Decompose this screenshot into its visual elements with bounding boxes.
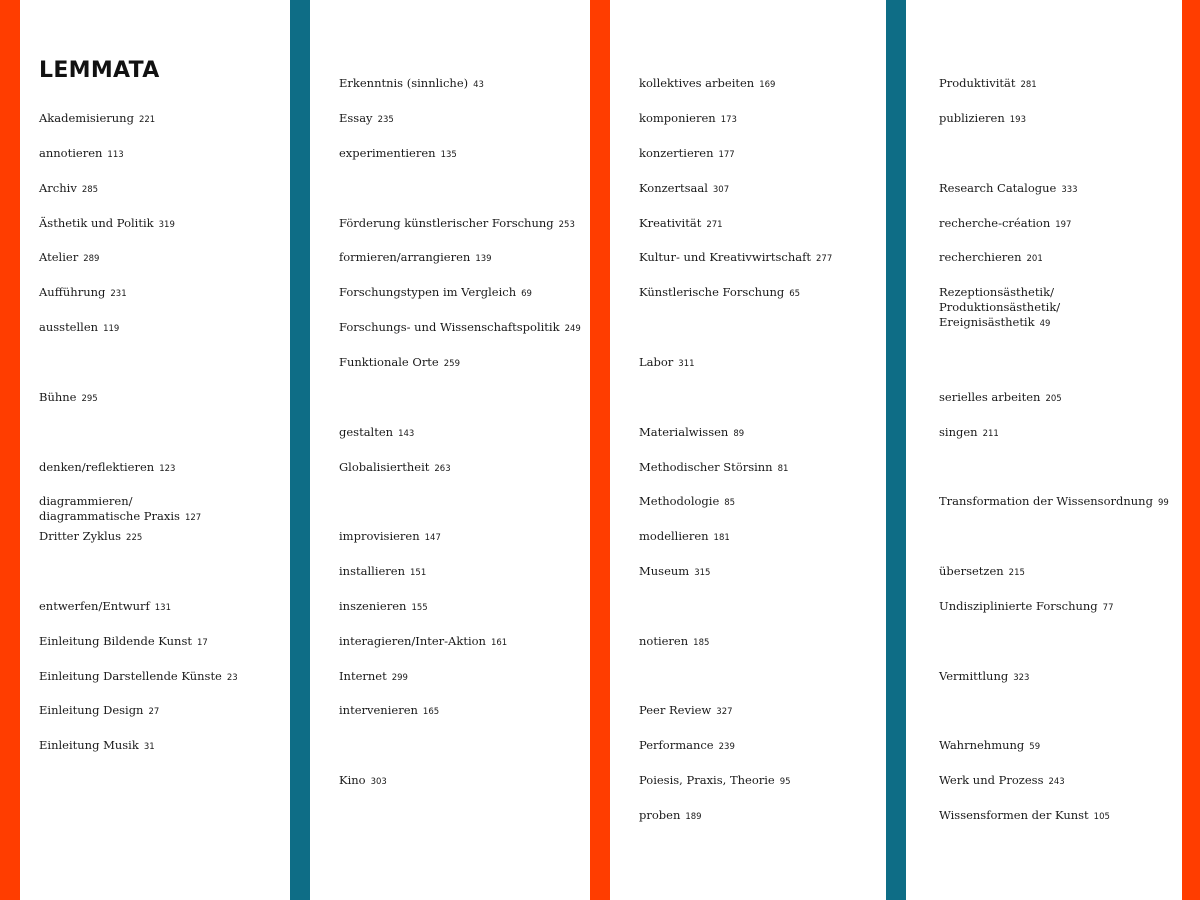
index-entry [939, 181, 1078, 198]
index-entry [939, 250, 1043, 267]
entry-term: Einleitung Bildende Kunst [39, 633, 192, 648]
entry-term: Bühne [39, 389, 77, 404]
entry-page-number: 17 [196, 637, 208, 648]
index-entry [339, 773, 387, 790]
entry-term: Dritter Zyklus [39, 529, 122, 544]
entry-page-number: 319 [158, 219, 175, 230]
entry-page-number: 155 [411, 602, 428, 613]
entry-term: Transformation der Wissensordnung [939, 494, 1153, 509]
index-entry [639, 460, 788, 477]
entry-term: Essay [339, 111, 373, 125]
index-entry [339, 529, 441, 546]
entry-term: konzertieren [639, 145, 714, 160]
entry-page-number: 211 [982, 428, 999, 439]
index-entry [639, 355, 695, 372]
entry-page-number: 185 [693, 637, 710, 648]
index-entry [339, 564, 426, 581]
index-entry [339, 425, 414, 442]
orange-stripe-middle [590, 0, 610, 900]
index-entry [939, 111, 1026, 128]
entry-term: publizieren [939, 111, 1005, 125]
entry-term: Kreativität [639, 215, 702, 230]
entry-page-number: 43 [473, 80, 484, 91]
entry-term: Einleitung Musik [39, 738, 139, 753]
entry-page-number: 333 [1061, 184, 1078, 195]
entry-page-number: 323 [1013, 672, 1030, 683]
index-entry [639, 111, 737, 128]
entry-page-number: 193 [1009, 115, 1026, 125]
entry-page-number: 135 [440, 149, 457, 160]
entry-page-number: 173 [720, 115, 737, 125]
index-entry [939, 494, 1169, 511]
entry-page-number: 303 [370, 777, 387, 788]
index-entry [639, 564, 710, 581]
entry-page-number: 27 [148, 707, 160, 718]
index-entry [639, 634, 709, 651]
entry-page-number: 127 [184, 513, 202, 524]
entry-page-number: 165 [422, 707, 440, 718]
entry-term: interagieren/Inter-Aktion [339, 633, 486, 648]
index-entry [939, 564, 1025, 581]
entry-page-number: 295 [81, 393, 98, 404]
index-entry [639, 529, 730, 546]
index-entry [639, 216, 723, 233]
entry-term: installieren [339, 564, 406, 579]
entry-term: experimentieren [339, 145, 436, 160]
index-entry [39, 669, 238, 686]
entry-page-number: 59 [1029, 742, 1041, 753]
entry-term: Globalisiertheit [339, 459, 430, 474]
entry-term: Konzertsaal [639, 180, 708, 195]
entry-page-number: 239 [718, 742, 735, 753]
entry-term: denken/reflektieren [39, 459, 155, 474]
index-entry [339, 634, 507, 651]
entry-term: inszenieren [339, 598, 407, 613]
entry-page-number: 49 [1039, 319, 1051, 330]
entry-term: entwerfen/Entwurf [39, 598, 150, 613]
index-entry [339, 111, 394, 128]
teal-stripe-2 [886, 0, 906, 900]
entry-page-number: 259 [443, 358, 460, 369]
entry-term: gestalten [339, 424, 394, 439]
index-entry [939, 285, 1060, 332]
entry-page-number: 139 [475, 254, 492, 265]
entry-page-number: 169 [759, 80, 776, 91]
entry-term: Funktionale Orte [339, 354, 439, 369]
index-entry [339, 216, 575, 233]
index-entry [39, 529, 142, 546]
index-entry [39, 250, 99, 267]
entry-page-number: 89 [733, 428, 745, 439]
entry-page-number: 243 [1048, 777, 1065, 788]
entry-page-number: 327 [716, 707, 733, 718]
entry-page-number: 177 [718, 149, 735, 160]
index-entry [639, 181, 729, 198]
entry-term: Förderung künstlerischer Forschung [339, 215, 554, 230]
index-entry [39, 181, 98, 198]
entry-page-number: 161 [490, 637, 508, 648]
entry-page-number: 299 [391, 672, 408, 683]
entry-page-number: 307 [712, 184, 730, 195]
index-heading: LEMMATA [39, 58, 160, 83]
index-entry [939, 669, 1029, 686]
entry-page-number: 23 [226, 672, 238, 683]
entry-page-number: 151 [410, 568, 427, 579]
orange-stripe-left [0, 0, 20, 900]
entry-term: Poiesis, Praxis, Theorie [639, 773, 775, 788]
entry-term: Wahrnehmung [939, 738, 1025, 753]
entry-page-number: 281 [1020, 80, 1037, 91]
entry-term: Undisziplinierte Forschung [939, 598, 1098, 613]
index-entry [39, 216, 175, 233]
entry-page-number: 225 [126, 533, 143, 544]
index-entry [639, 703, 733, 720]
entry-term: Peer Review [639, 703, 712, 718]
entry-term: intervenieren [339, 703, 418, 718]
entry-page-number: 95 [779, 777, 791, 788]
entry-term: Labor [639, 354, 674, 369]
orange-stripe-right [1182, 0, 1200, 900]
index-entry [939, 425, 999, 442]
index-entry [939, 216, 1071, 233]
index-entry [939, 808, 1110, 825]
entry-term: Kultur- und Kreativwirtschaft [639, 250, 811, 265]
entry-term: Akademisierung [39, 111, 134, 125]
entry-page-number: 123 [159, 463, 176, 474]
index-entry [39, 634, 208, 651]
entry-term: Archiv [39, 180, 77, 195]
entry-term: Vermittlung [939, 668, 1009, 683]
index-entry [639, 146, 735, 163]
index-entry [39, 738, 155, 755]
entry-term: Rezeptionsästhetik/ Produktionsästhetik/ Ereignisästhetik [939, 285, 1061, 330]
entry-term: Methodischer Störsinn [639, 459, 773, 474]
index-entry [639, 425, 744, 442]
entry-term: Materialwissen [639, 424, 729, 439]
entry-page-number: 315 [694, 568, 711, 579]
index-entry [339, 599, 428, 616]
entry-page-number: 113 [107, 149, 124, 160]
entry-page-number: 231 [110, 289, 127, 300]
index-entry [639, 738, 735, 755]
entry-term: Produktivität [939, 76, 1016, 91]
entry-term: Internet [339, 668, 387, 683]
entry-term: Einleitung Design [39, 703, 144, 718]
index-entry [39, 599, 171, 616]
index-entry [339, 76, 484, 93]
entry-page-number: 235 [377, 115, 394, 125]
entry-term: Forschungstypen im Vergleich [339, 285, 517, 300]
entry-term: Museum [639, 564, 690, 579]
entry-term: Werk und Prozess [939, 773, 1044, 788]
entry-page-number: 69 [521, 289, 532, 300]
entry-page-number: 99 [1157, 498, 1169, 509]
entry-page-number: 277 [816, 254, 833, 265]
entry-page-number: 147 [424, 533, 441, 544]
index-entry [339, 250, 492, 267]
entry-page-number: 119 [103, 324, 120, 335]
index-entry [639, 808, 702, 825]
index-entry [39, 320, 119, 337]
index-entry [39, 285, 127, 302]
index-entry [39, 703, 159, 720]
index-entry [339, 285, 532, 302]
entry-page-number: 131 [154, 602, 171, 613]
entry-page-number: 201 [1026, 254, 1043, 265]
index-entry [639, 285, 800, 302]
index-entry [339, 703, 439, 720]
entry-term: Performance [639, 738, 714, 753]
entry-term: improvisieren [339, 529, 420, 544]
index-entry [939, 390, 1062, 407]
entry-page-number: 105 [1093, 812, 1110, 822]
index-entry [939, 773, 1065, 790]
entry-page-number: 197 [1055, 219, 1072, 230]
index-entry [339, 669, 408, 686]
entry-page-number: 205 [1045, 393, 1062, 404]
entry-term: Aufführung [39, 285, 106, 300]
entry-term: Wissensformen der Kunst [939, 808, 1089, 822]
index-entry [939, 738, 1040, 755]
index-entry [39, 494, 201, 526]
entry-term: Einleitung Darstellende Künste [39, 668, 222, 683]
entry-term: ausstellen [39, 320, 99, 335]
entry-term: Kino [339, 773, 366, 788]
entry-term: Ästhetik und Politik [39, 215, 154, 230]
entry-page-number: 31 [143, 742, 155, 753]
entry-term: Methodologie [639, 494, 720, 509]
entry-term: proben [639, 808, 681, 822]
index-entry [39, 390, 98, 407]
teal-stripe-1 [290, 0, 310, 900]
index-entry [639, 76, 775, 93]
entry-page-number: 85 [724, 498, 736, 509]
entry-term: Erkenntnis (sinnliche) [339, 76, 469, 91]
index-entry [339, 460, 451, 477]
entry-page-number: 181 [713, 533, 730, 544]
entry-term: Research Catalogue [939, 180, 1057, 195]
entry-term: übersetzen [939, 564, 1004, 579]
entry-page-number: 253 [558, 219, 575, 230]
entry-term: Forschungs- und Wissenschaftspolitik [339, 320, 560, 335]
entry-term: singen [939, 424, 978, 439]
entry-page-number: 189 [685, 812, 702, 822]
entry-term: serielles arbeiten [939, 389, 1041, 404]
entry-term: Atelier [39, 250, 79, 265]
entry-term: kollektives arbeiten [639, 76, 755, 91]
index-entry [39, 146, 124, 163]
entry-page-number: 221 [138, 115, 156, 125]
entry-term: recherchieren [939, 250, 1022, 265]
entry-page-number: 263 [434, 463, 451, 474]
entry-page-number: 311 [678, 358, 695, 369]
entry-term: komponieren [639, 111, 716, 125]
entry-page-number: 143 [398, 428, 415, 439]
index-entry [639, 773, 791, 790]
index-entry [639, 250, 832, 267]
entry-term: formieren/arrangieren [339, 250, 471, 265]
index-entry [39, 111, 155, 128]
entry-page-number: 249 [564, 324, 581, 335]
index-entry [339, 320, 581, 337]
index-entry [339, 146, 457, 163]
entry-term: annotieren [39, 145, 103, 160]
entry-page-number: 289 [83, 254, 100, 265]
entry-term: Künstlerische Forschung [639, 285, 785, 300]
index-entry [639, 494, 735, 511]
entry-page-number: 65 [789, 289, 801, 300]
entry-term: notieren [639, 633, 689, 648]
entry-term: recherche-création [939, 215, 1051, 230]
entry-term: modellieren [639, 529, 709, 544]
entry-page-number: 285 [81, 184, 99, 195]
index-entry [339, 355, 460, 372]
entry-page-number: 77 [1102, 602, 1114, 613]
entry-page-number: 81 [777, 463, 789, 474]
entry-page-number: 215 [1008, 568, 1025, 579]
index-entry [939, 599, 1114, 616]
entry-page-number: 271 [706, 219, 723, 230]
index-entry [39, 460, 175, 477]
entry-term: diagrammieren/ diagrammatische Praxis [39, 494, 180, 524]
index-entry [939, 76, 1037, 93]
